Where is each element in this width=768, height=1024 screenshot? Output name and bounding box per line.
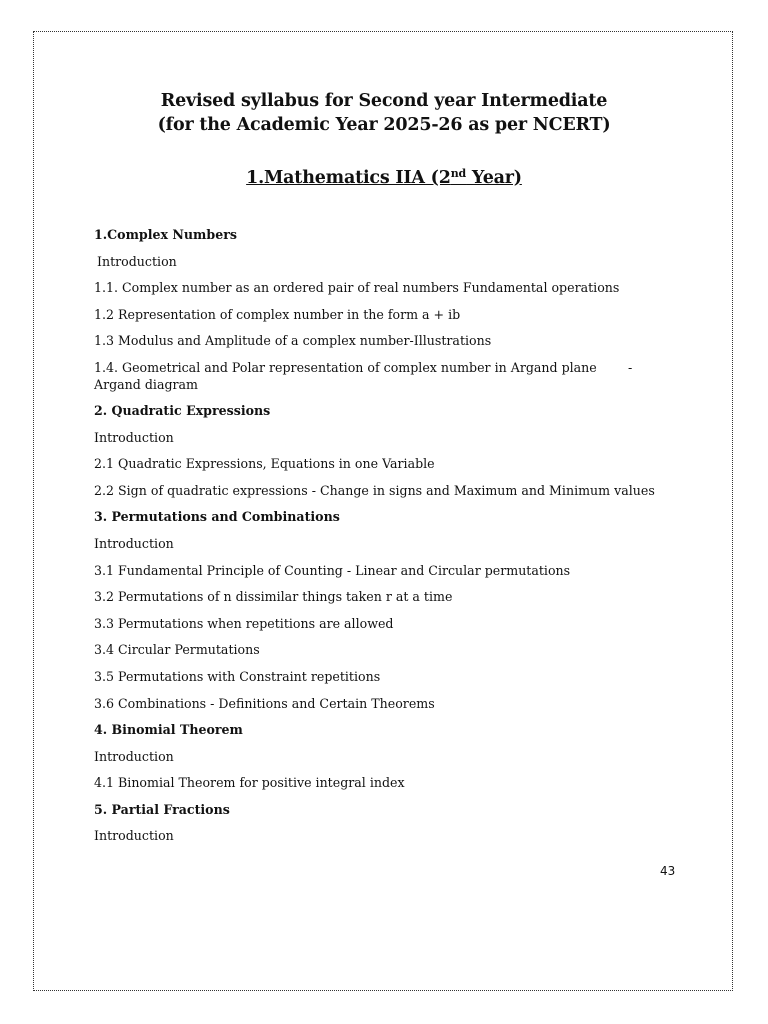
document-title-line-1: Revised syllabus for Second year Intermediate [160, 91, 608, 111]
subject-heading [0, 168, 768, 188]
list-item: 1.3 Modulus and Amplitude of a complex number-Illustrations [94, 333, 492, 349]
subject-heading-prefix: 1.Mathematics IIA (2 [246, 168, 451, 188]
list-item: 3.4 Circular Permutations [94, 642, 260, 658]
list-item-multiline [94, 359, 674, 393]
list-item: 3.5 Permutations with Constraint repetitions [94, 668, 381, 684]
list-item: 3.2 Permutations of n dissimilar things taken r at a time [94, 589, 453, 605]
list-item: Introduction [97, 253, 177, 269]
document-title-line-2: (for the Academic Year 2025-26 as per NCERT) [157, 115, 611, 135]
list-item-continuation: Argand diagram [94, 376, 198, 392]
list-item-dash: - [628, 359, 633, 375]
list-item: Introduction [94, 828, 174, 844]
list-item: 1.2 Representation of complex number in the form a + ib [94, 306, 461, 322]
list-item: 3.3 Permutations when repetitions are allowed [94, 615, 394, 631]
list-item: 3.1 Fundamental Principle of Counting - Linear and Circular permutations [94, 562, 571, 578]
section-heading-binomial-theorem: 4. Binomial Theorem [94, 722, 243, 738]
list-item: Introduction [94, 429, 174, 445]
list-item: 2.2 Sign of quadratic expressions - Change in signs and Maximum and Minimum values [94, 482, 655, 498]
section-heading-permutations: 3. Permutations and Combinations [94, 509, 340, 525]
list-item-text: 1.4. Geometrical and Polar representation of complex number in Argand plane [94, 359, 597, 375]
list-item: 3.6 Combinations - Definitions and Certain Theorems [94, 695, 435, 711]
section-heading-partial-fractions: 5. Partial Fractions [94, 801, 230, 817]
list-item: 2.1 Quadratic Expressions, Equations in one Variable [94, 456, 435, 472]
section-heading-complex-numbers: 1.Complex Numbers [94, 227, 237, 242]
list-item: Introduction [94, 748, 174, 764]
syllabus-content [94, 226, 674, 854]
section-heading-quadratic-expressions: 2. Quadratic Expressions [94, 402, 271, 418]
page-number: 43 [660, 864, 676, 878]
subject-heading-superscript: nd [450, 167, 467, 180]
list-item: Introduction [94, 535, 174, 551]
list-item: 4.1 Binomial Theorem for positive integral index [94, 775, 405, 791]
subject-heading-suffix: Year) [466, 168, 522, 188]
list-item: 1.1. Complex number as an ordered pair of real numbers Fundamental operations [94, 280, 620, 296]
